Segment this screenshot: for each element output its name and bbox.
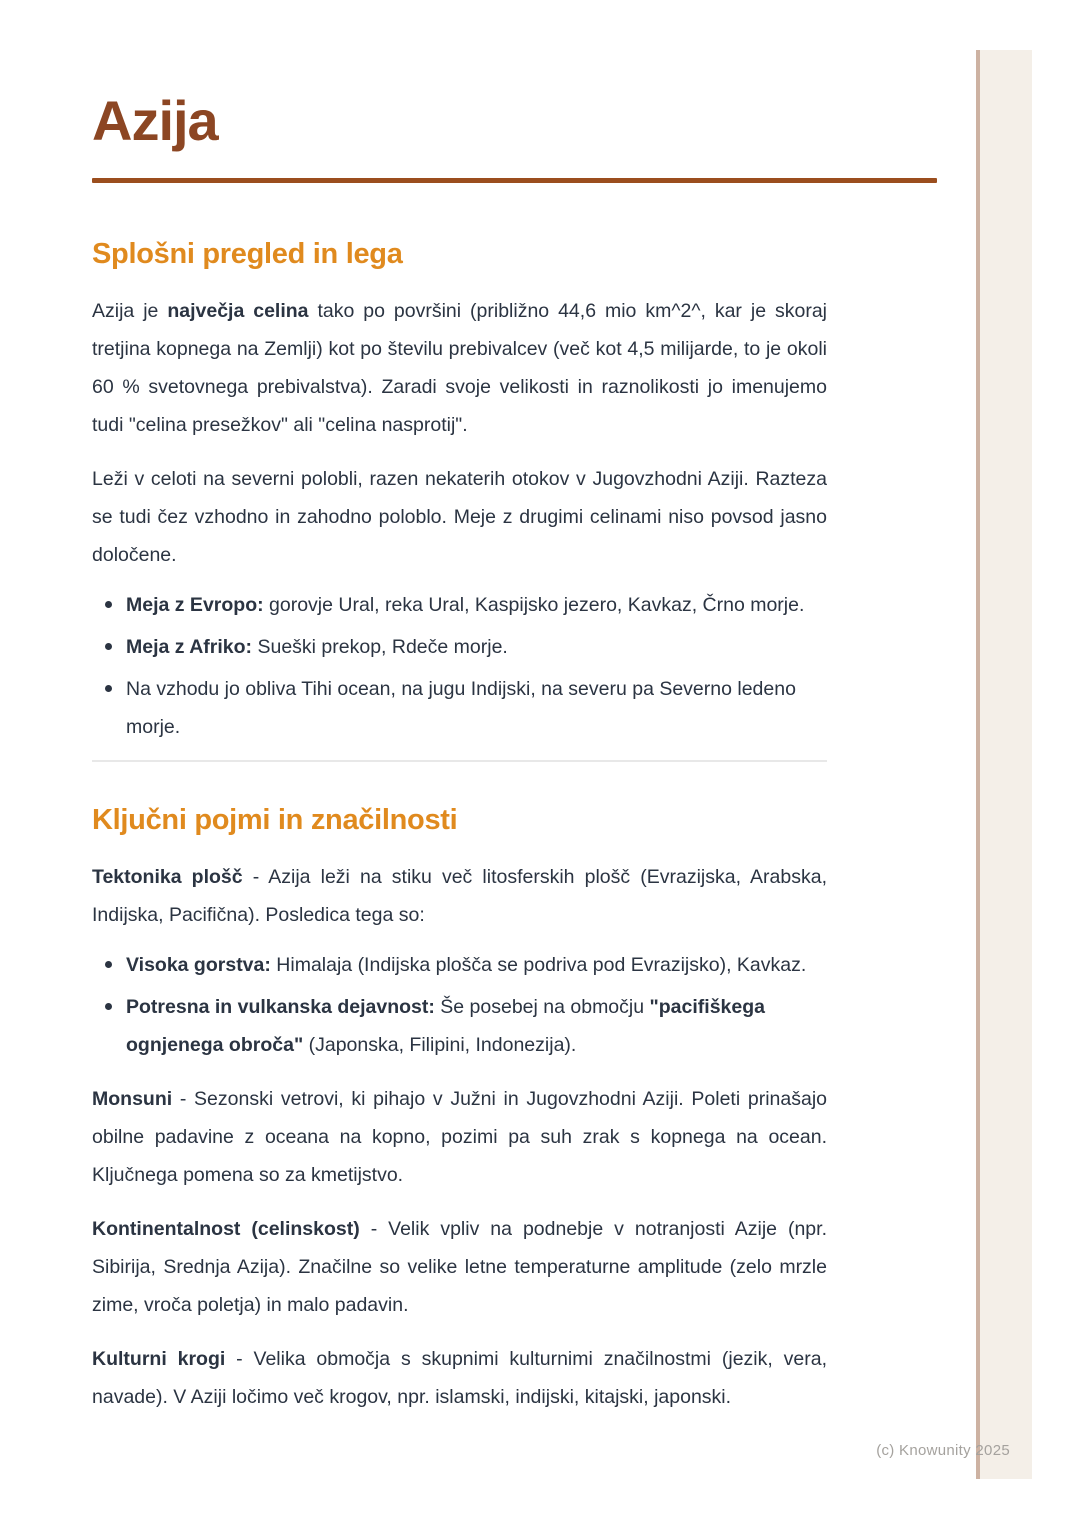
bold-text-segment: "pacifiškega ognjenega obroča": [126, 996, 765, 1056]
title-rule: [92, 178, 937, 183]
text-segment: tako po površini (približno 44,6 mio km^2^, kar je skoraj tretjina kopnega na Zemlji) kot po številu prebivalcev (več kot 4,5 milijarde, to je okoli 60 % svetovnega prebivalstva). Zaradi svoje velikosti in raznolikosti jo imenujemo tudi "celina presežkov" ali "celina nasprotij".: [92, 300, 828, 436]
list-item: [92, 628, 827, 666]
bold-text-segment: Tektonika plošč: [92, 866, 243, 888]
bold-text-segment: Monsuni: [92, 1088, 173, 1110]
bold-text-segment: največja celina: [167, 300, 309, 322]
paragraph: [92, 460, 827, 574]
bold-text-segment: Kontinentalnost (celinskost): [92, 1218, 360, 1240]
text-segment: - Velika območja s skupnimi kulturnimi značilnostmi (jezik, vera, navade). V Aziji ločimo več krogov, npr. islamski, indijski, kitajski, japonski.: [92, 1348, 828, 1408]
copyright-watermark: (c) Knowunity 2025: [876, 1442, 1010, 1459]
section-heading: Splošni pregled in lega: [92, 238, 403, 270]
paragraph: [92, 292, 827, 444]
list-item: [92, 586, 827, 624]
text-segment: gorovje Ural, reka Ural, Kaspijsko jezero, Kavkaz, Črno morje.: [263, 594, 805, 616]
text-segment: - Azija leži na stiku več litosferskih plošč (Evrazijska, Arabska, Indijska, Pacifična). Posledica tega so:: [92, 866, 827, 926]
bold-text-segment: Kulturni krogi: [92, 1348, 226, 1370]
paragraph: [92, 1210, 827, 1324]
page-title: Azija: [92, 89, 218, 152]
bold-text-segment: Visoka gorstva:: [126, 954, 271, 976]
list-item: [92, 946, 827, 984]
bold-text-segment: Meja z Evropo:: [126, 594, 264, 616]
section-heading: Ključni pojmi in značilnosti: [92, 804, 458, 836]
text-segment: - Velik vpliv na podnebje v notranjosti Azije (npr. Sibirija, Srednja Azija). Značilne so velike letne temperaturne amplitude (zelo mrzle zime, vroča poletja) in malo padavin.: [92, 1218, 827, 1316]
text-segment: Himalaja (Indijska plošča se podriva pod Evrazijsko), Kavkaz.: [270, 954, 807, 976]
bold-text-segment: Potresna in vulkanska dejavnost:: [126, 996, 435, 1018]
text-segment: Še posebej na območju: [434, 996, 650, 1018]
text-segment: Azija je: [92, 300, 168, 322]
text-segment: Leži v celoti na severni polobli, razen nekaterih otokov v Jugovzhodni Aziji. Razteza se tudi čez vzhodno in zahodno poloblo. Meje z drugimi celinami niso povsod jasno določene.: [92, 468, 827, 566]
text-segment: - Sezonski vetrovi, ki pihajo v Južni in Jugovzhodni Aziji. Poleti prinašajo obilne padavine z oceana na kopno, pozimi pa suh zrak s kopnega na ocean. Ključnega pomena so za kmetijstvo.: [92, 1088, 827, 1186]
paragraph: [92, 858, 827, 934]
bold-text-segment: Meja z Afriko:: [126, 636, 253, 658]
paragraph: [92, 1340, 827, 1416]
list-item: [92, 988, 827, 1064]
paragraph: [92, 1080, 827, 1194]
list-item: [92, 670, 827, 746]
bullet-list: [92, 586, 827, 746]
text-segment: Na vzhodu jo obliva Tihi ocean, na jugu Indijski, na severu pa Severno ledeno morje.: [126, 678, 796, 738]
bullet-list: [92, 946, 827, 1064]
section-divider: [92, 760, 827, 762]
text-segment: Sueški prekop, Rdeče morje.: [252, 636, 508, 658]
text-segment: (Japonska, Filipini, Indonezija).: [303, 1034, 577, 1056]
section-overview: [92, 238, 827, 746]
page-edge-strip: [976, 50, 1032, 1479]
section-key-concepts: [92, 804, 827, 1416]
document-page: [92, 0, 827, 1416]
